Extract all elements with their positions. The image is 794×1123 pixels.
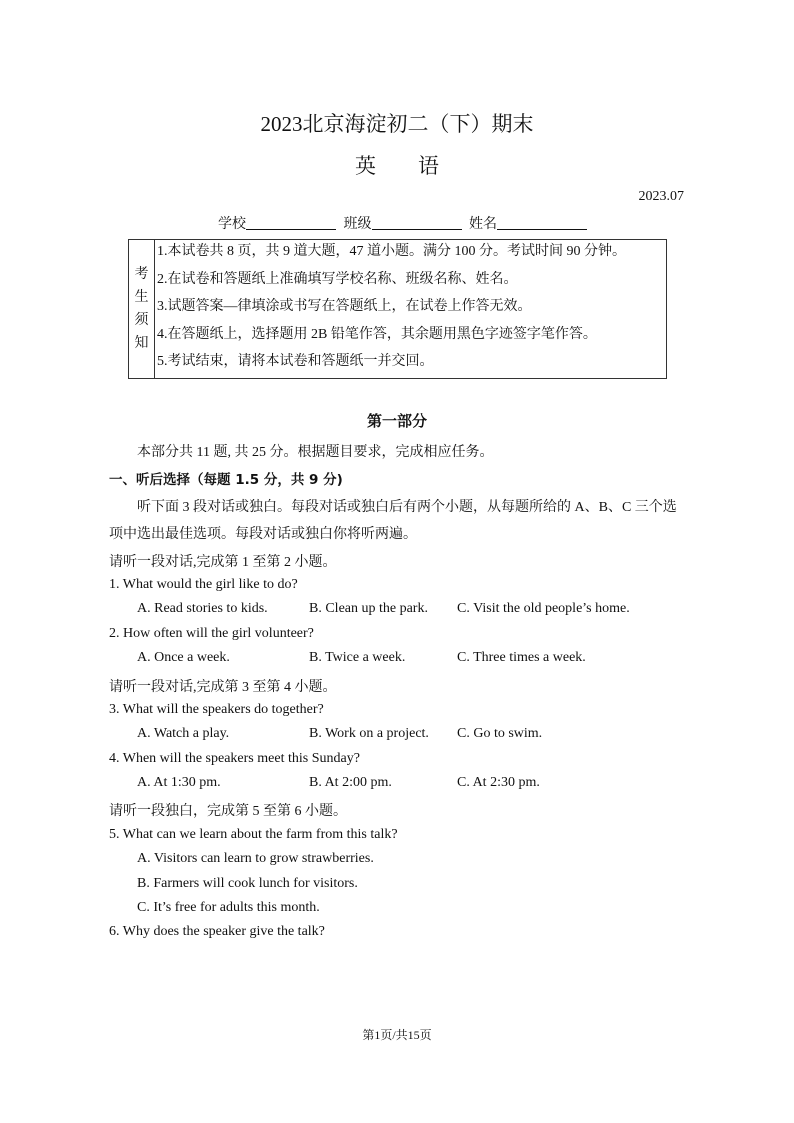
question-1: 1. What would the girl like to do? (109, 577, 298, 592)
question-5: 5. What can we learn about the farm from this talk? (109, 827, 398, 842)
part-intro: 本部分共 11 题, 共 25 分。根据题目要求，完成相应任务。 (137, 445, 494, 460)
q5-option-c[interactable]: C. It’s free for adults this month. (137, 900, 320, 915)
exam-title: 2023北京海淀初二（下）期末 (260, 112, 534, 136)
q5-option-a[interactable]: A. Visitors can learn to grow strawberries. (137, 851, 374, 866)
notice-item: 2.在试卷和答题纸上准确填写学校名称、班级名称、姓名。 (157, 271, 518, 287)
q2-option-c[interactable]: C. Three times a week. (457, 650, 586, 665)
notice-head-char: 知 (134, 336, 149, 351)
q2-option-a[interactable]: A. Once a week. (137, 650, 230, 665)
exam-date: 2023.07 (638, 189, 684, 204)
class-blank[interactable] (372, 215, 462, 230)
instruction-line-2: 项中选出最佳选项。每段对话或独白你将听两遍。 (109, 527, 417, 542)
q2-option-b[interactable]: B. Twice a week. (309, 650, 406, 665)
notice-item: 1.本试卷共 8 页，共 9 道大题，47 道小题。满分 100 分。考试时间 90 分钟。 (157, 244, 626, 259)
exam-notice-box (128, 239, 667, 379)
notice-items (155, 240, 666, 378)
notice-head-char: 须 (134, 313, 149, 328)
exam-subject (0, 150, 794, 180)
q1-option-b[interactable]: B. Clean up the park. (309, 601, 428, 616)
school-blank[interactable] (246, 215, 336, 230)
monologue-instruction: 请听一段独白，完成第 5 至第 6 小题。 (109, 804, 347, 819)
q3-option-b[interactable]: B. Work on a project. (309, 726, 429, 741)
q5-option-b[interactable]: B. Farmers will cook lunch for visitors. (137, 876, 358, 891)
subject-char: 语 (418, 154, 439, 178)
section-title: 一、听后选择（每题 1.5 分，共 9 分) (109, 472, 343, 488)
q3-option-a[interactable]: A. Watch a play. (137, 726, 230, 741)
notice-heading (129, 240, 155, 378)
notice-item: 3.试题答案—律填涂或书写在答题纸上，在试卷上作答无效。 (157, 299, 532, 314)
page-footer: 第1页/共15页 (362, 1028, 432, 1042)
dialog-1-instruction: 请听一段对话,完成第 1 至第 2 小题。 (109, 555, 337, 570)
q4-option-b[interactable]: B. At 2:00 pm. (309, 775, 392, 790)
subject-char: 英 (355, 154, 376, 178)
q4-option-c[interactable]: C. At 2:30 pm. (457, 775, 540, 790)
name-blank[interactable] (497, 215, 587, 230)
part-title: 第一部分 (366, 412, 427, 430)
notice-item: 5.考试结束，请将本试卷和答题纸一并交回。 (157, 354, 434, 369)
question-2: 2. How often will the girl volunteer? (109, 626, 314, 641)
instruction-line-1: 听下面 3 段对话或独白。每段对话或独白后有两个小题，从每题所给的 A、B、C 三个选 (137, 500, 677, 515)
school-label: 学校 (218, 217, 246, 232)
student-info-fields (218, 213, 591, 233)
question-4: 4. When will the speakers meet this Sunday? (109, 751, 360, 766)
class-label: 班级 (343, 217, 372, 232)
q1-option-a[interactable]: A. Read stories to kids. (137, 601, 268, 616)
question-3: 3. What will the speakers do together? (109, 702, 324, 717)
dialog-2-instruction: 请听一段对话,完成第 3 至第 4 小题。 (109, 680, 337, 695)
name-label: 姓名 (469, 217, 497, 232)
notice-head-char: 生 (134, 290, 149, 305)
q3-option-c[interactable]: C. Go to swim. (457, 726, 543, 741)
q4-option-a[interactable]: A. At 1:30 pm. (137, 775, 221, 790)
q1-option-c[interactable]: C. Visit the old people’s home. (457, 601, 630, 616)
question-6: 6. Why does the speaker give the talk? (109, 924, 325, 939)
notice-head-char: 考 (134, 267, 149, 282)
notice-item: 4.在答题纸上，选择题用 2B 铅笔作答，其余题用黑色字迹签字笔作答。 (157, 326, 597, 342)
